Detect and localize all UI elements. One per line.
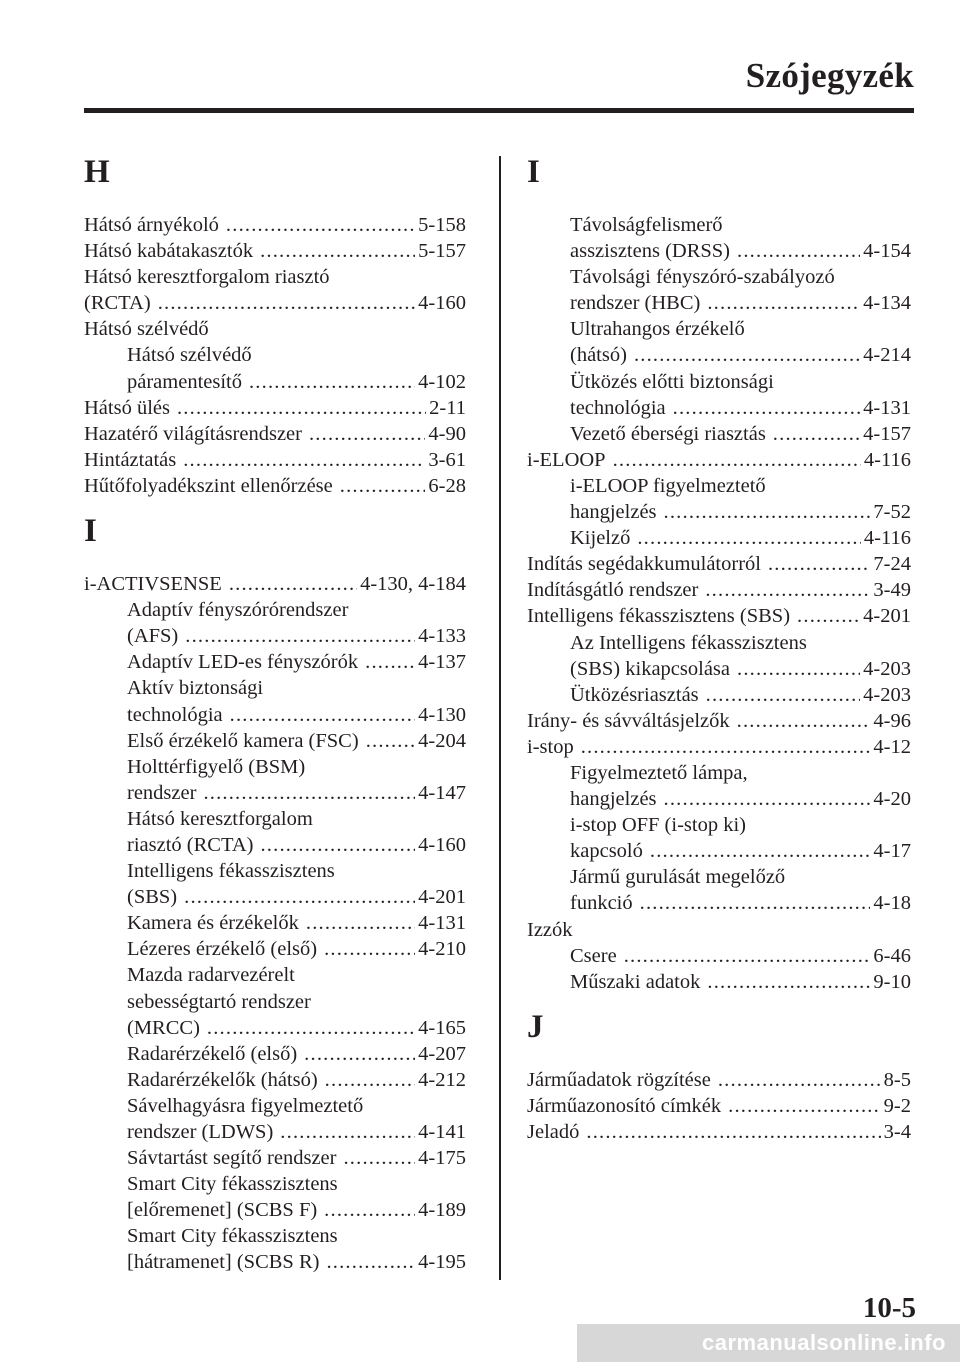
entry-text: Radarérzékelő (első)	[127, 1042, 298, 1065]
entry-text: (AFS)	[127, 625, 179, 648]
index-subentry	[527, 630, 911, 656]
dot-leader	[325, 1067, 416, 1093]
index-entry	[527, 1119, 911, 1145]
index-subentry	[84, 649, 466, 675]
index-section-i-continued	[527, 152, 911, 995]
index-subentry	[527, 786, 911, 812]
entry-text: Járműazonosító címkék	[527, 1094, 722, 1117]
index-subentry	[527, 473, 911, 499]
dot-leader	[707, 969, 870, 995]
dot-leader	[229, 571, 357, 597]
entry-text: páramentesítő	[127, 370, 242, 393]
entry-text: (MRCC)	[127, 1016, 200, 1039]
dot-leader	[260, 238, 415, 264]
page-reference: 4-20	[873, 788, 911, 811]
entry-text: (hátsó)	[570, 344, 627, 367]
entry-text: kapcsoló	[570, 840, 643, 863]
dot-leader	[586, 1119, 880, 1145]
page-reference: 7-52	[873, 501, 911, 524]
index-entry	[84, 571, 466, 597]
watermark: carmanualsonline.info	[577, 1324, 960, 1362]
dot-leader	[737, 708, 871, 734]
dot-leader	[185, 623, 415, 649]
entry-text: Hátsó keresztforgalom	[127, 807, 313, 830]
index-entry	[527, 447, 911, 473]
page-reference: 4-189	[418, 1199, 466, 1222]
dot-leader	[706, 682, 861, 708]
index-subentry	[84, 1197, 466, 1223]
entry-text: Az Intelligens fékasszisztens	[570, 631, 807, 654]
index-section-h	[84, 152, 466, 499]
index-subentry	[527, 838, 911, 864]
dot-leader	[158, 290, 415, 316]
dot-leader	[637, 525, 861, 551]
page-reference: 4-133	[418, 625, 466, 648]
entry-text: riasztó (RCTA)	[127, 833, 254, 856]
dot-leader	[203, 780, 415, 806]
page-reference: 4-147	[418, 781, 466, 804]
entry-text: Járműadatok rögzítése	[527, 1068, 711, 1091]
entry-text: Első érzékelő kamera (FSC)	[127, 729, 359, 752]
page-reference: 9-2	[883, 1094, 911, 1117]
page-reference: 4-214	[863, 344, 911, 367]
index-subentry	[84, 1145, 466, 1171]
dot-leader	[184, 884, 415, 910]
entry-text: Holttérfigyelő (BSM)	[127, 755, 306, 778]
index-subentry	[84, 989, 466, 1015]
index-subentry	[527, 682, 911, 708]
dot-leader	[226, 212, 415, 238]
dot-leader	[324, 1197, 415, 1223]
entry-text: Hátsó kabátakasztók	[84, 240, 254, 263]
index-entry	[527, 1093, 911, 1119]
index-subentry	[527, 890, 911, 916]
index-subentry	[527, 421, 911, 447]
entry-text: sebességtartó rendszer	[127, 990, 311, 1013]
page-reference: 4-165	[418, 1016, 466, 1039]
page-reference: 4-160	[418, 833, 466, 856]
page-reference: 4-134	[863, 292, 911, 315]
index-entry	[527, 577, 911, 603]
page-reference: 4-131	[418, 912, 466, 935]
index-subentry	[84, 342, 466, 368]
section-letter: J	[527, 1008, 544, 1045]
entry-text: Indítás segédakkumulátorról	[527, 553, 761, 576]
entry-text: technológia	[570, 396, 666, 419]
entry-text: Vezető éberségi riasztás	[570, 422, 766, 445]
index-subentry	[527, 342, 911, 368]
entry-text: Hátsó szélvédő	[127, 344, 252, 367]
entry-text: Hintáztatás	[84, 448, 177, 471]
entry-text: Indításgátló rendszer	[527, 579, 699, 602]
entry-text: Hazatérő világításrendszer	[84, 422, 302, 445]
entry-text: i-stop	[527, 735, 574, 758]
entry-text: hangjelzés	[570, 501, 657, 524]
dot-leader	[797, 603, 860, 629]
entry-text: Aktív biztonsági	[127, 677, 264, 700]
page-reference: 3-61	[428, 448, 466, 471]
dot-leader	[705, 577, 870, 603]
index-entry	[527, 734, 911, 760]
index-subentry	[84, 910, 466, 936]
index-subentry	[84, 1171, 466, 1197]
index-subentry	[84, 1015, 466, 1041]
entry-text: Irány- és sávváltásjelzők	[527, 709, 730, 732]
index-entry	[84, 473, 466, 499]
dot-leader	[177, 395, 426, 421]
index-entry	[84, 238, 466, 264]
index-subentry	[527, 499, 911, 525]
entry-text: i-stop OFF (i-stop ki)	[570, 814, 746, 837]
dot-leader	[718, 1067, 881, 1093]
index-subentry	[84, 884, 466, 910]
index-subentry	[527, 395, 911, 421]
index-subentry	[84, 728, 466, 754]
entry-text: Jeladó	[527, 1121, 580, 1143]
dot-leader	[326, 1249, 415, 1275]
page-reference: 4-102	[418, 370, 466, 393]
index-subentry	[527, 369, 911, 395]
index-entry	[84, 264, 466, 290]
entry-text: Izzók	[527, 918, 573, 941]
dot-leader	[613, 447, 861, 473]
index-entry	[527, 603, 911, 629]
entry-text: Hűtőfolyadékszint ellenőrzése	[84, 474, 333, 497]
entry-text: i-ACTIVSENSE	[84, 573, 222, 596]
index-column-right	[527, 152, 911, 1157]
page-reference: 4-130, 4-184	[360, 573, 466, 596]
dot-leader	[650, 838, 871, 864]
dot-leader	[183, 447, 425, 473]
page-reference: 4-207	[418, 1042, 466, 1065]
entry-text: i-ELOOP	[527, 448, 606, 471]
index-subentry	[84, 702, 466, 728]
dot-leader	[340, 473, 426, 499]
index-entry	[84, 212, 466, 238]
entry-text: Intelligens fékasszisztens (SBS)	[527, 605, 791, 628]
entry-text: (SBS)	[127, 886, 178, 909]
page-reference: 4-18	[873, 892, 911, 915]
index-subentry	[527, 656, 911, 682]
entry-text: Jármű gurulását megelőző	[570, 866, 786, 889]
index-section-i	[84, 511, 466, 1276]
index-subentry	[84, 754, 466, 780]
index-subentry	[527, 525, 911, 551]
dot-leader	[309, 421, 425, 447]
entry-text: i-ELOOP figyelmeztető	[570, 474, 766, 497]
index-subentry	[84, 1249, 466, 1275]
dot-leader	[673, 395, 861, 421]
page-reference: 4-116	[863, 527, 911, 550]
index-entry	[84, 447, 466, 473]
dot-leader	[707, 290, 860, 316]
page-reference: 6-46	[873, 944, 911, 967]
page-reference: 4-130	[418, 703, 466, 726]
dot-leader	[260, 832, 415, 858]
entry-text: Ütközés előtti biztonsági	[570, 370, 774, 393]
page-reference: 4-175	[418, 1147, 466, 1170]
index-subentry	[84, 1119, 466, 1145]
entry-text: Smart City fékasszisztens	[127, 1173, 338, 1196]
entry-text: rendszer	[127, 781, 197, 804]
index-entry	[84, 421, 466, 447]
entry-text: Mazda radarvezérelt	[127, 964, 295, 987]
page-reference: 4-131	[863, 396, 911, 419]
index-subentry	[84, 780, 466, 806]
entry-text: asszisztens (DRSS)	[570, 240, 731, 263]
index-subentry	[84, 806, 466, 832]
page-reference: 4-17	[873, 840, 911, 863]
index-entry	[84, 290, 466, 316]
dot-leader	[664, 786, 871, 812]
index-subentry	[527, 812, 911, 838]
section-entries	[527, 212, 911, 995]
index-subentry	[527, 290, 911, 316]
page-reference: 3-4	[883, 1121, 911, 1143]
index-section-j	[527, 1007, 911, 1145]
section-entries	[84, 571, 466, 1276]
entry-text: Sávtartást segítő rendszer	[127, 1147, 337, 1170]
entry-text: Hátsó szélvédő	[84, 318, 209, 341]
entry-text: Hátsó keresztforgalom riasztó	[84, 266, 330, 289]
dot-leader	[664, 499, 871, 525]
section-entries	[84, 212, 466, 499]
page-reference: 4-204	[418, 729, 466, 752]
dot-leader	[249, 369, 415, 395]
entry-text: Csere	[570, 944, 617, 967]
entry-text: funkció	[570, 892, 633, 915]
page-reference: 4-137	[418, 651, 466, 674]
entry-text: (RCTA)	[84, 292, 151, 315]
index-subentry	[84, 1041, 466, 1067]
dot-leader	[728, 1093, 881, 1119]
entry-text: Hátsó ülés	[84, 396, 170, 419]
column-divider	[499, 156, 501, 1280]
dot-leader	[773, 421, 860, 447]
entry-text: (SBS) kikapcsolása	[570, 657, 730, 680]
page-reference: 5-157	[418, 240, 466, 263]
entry-text: Smart City fékasszisztens	[127, 1225, 338, 1248]
index-subentry	[84, 623, 466, 649]
header-rule	[84, 108, 914, 113]
entry-text: Ütközésriasztás	[570, 683, 699, 706]
entry-text: [hátramenet] (SCBS R)	[127, 1251, 320, 1274]
entry-text: Adaptív fényszórórendszer	[127, 599, 349, 622]
dot-leader	[640, 890, 871, 916]
index-subentry	[84, 1093, 466, 1119]
section-letter: I	[84, 513, 97, 550]
page-reference: 2-11	[429, 396, 466, 419]
entry-text: Távolsági fényszóró-szabályozó	[570, 266, 835, 289]
page-reference: 4-201	[863, 605, 911, 628]
page-reference: 3-49	[873, 579, 911, 602]
page-title: Szójegyzék	[745, 56, 914, 95]
section-entries	[527, 1067, 911, 1145]
dot-leader	[365, 649, 415, 675]
entry-text: rendszer (LDWS)	[127, 1121, 274, 1143]
page-reference: 4-210	[418, 938, 466, 961]
page-reference: 4-203	[863, 657, 911, 680]
index-entry	[527, 708, 911, 734]
index-subentry	[527, 238, 911, 264]
index-subentry	[84, 1067, 466, 1093]
dot-leader	[230, 702, 416, 728]
entry-text: Kijelző	[570, 527, 631, 550]
index-subentry	[84, 1223, 466, 1249]
page-reference: 4-212	[418, 1068, 466, 1091]
index-subentry	[84, 369, 466, 395]
index-subentry	[84, 962, 466, 988]
index-subentry	[84, 597, 466, 623]
index-entry	[84, 395, 466, 421]
dot-leader	[207, 1015, 415, 1041]
dot-leader	[737, 656, 860, 682]
dot-leader	[581, 734, 871, 760]
dot-leader	[634, 342, 860, 368]
page-reference: 4-157	[863, 422, 911, 445]
page-reference: 5-158	[418, 214, 466, 236]
page-reference: 9-10	[873, 970, 911, 993]
index-subentry	[527, 316, 911, 342]
page-reference: 4-141	[418, 1121, 466, 1143]
page-reference: 4-154	[863, 240, 911, 263]
index-subentry	[527, 212, 911, 238]
index-subentry	[84, 858, 466, 884]
dot-leader	[343, 1145, 415, 1171]
page-reference: 4-160	[418, 292, 466, 315]
index-entry	[527, 1067, 911, 1093]
entry-text: Távolságfelismerő	[570, 214, 723, 236]
page-reference: 7-24	[873, 553, 911, 576]
index-subentry	[84, 832, 466, 858]
entry-text: Kamera és érzékelők	[127, 912, 299, 935]
index-subentry	[84, 675, 466, 701]
dot-leader	[768, 551, 870, 577]
dot-leader	[280, 1119, 415, 1145]
section-letter: H	[84, 154, 110, 190]
page-reference: 4-201	[418, 886, 466, 909]
index-subentry	[84, 936, 466, 962]
entry-text: Sávelhagyásra figyelmeztető	[127, 1094, 364, 1117]
page-reference: 4-12	[873, 735, 911, 758]
index-subentry	[527, 264, 911, 290]
entry-text: Intelligens fékasszisztens	[127, 860, 335, 883]
index-entry	[84, 316, 466, 342]
index-column-left	[84, 152, 466, 1288]
dot-leader	[306, 910, 415, 936]
entry-text: Adaptív LED-es fényszórók	[127, 651, 359, 674]
dot-leader	[624, 943, 871, 969]
entry-text: Hátsó árnyékoló	[84, 214, 219, 236]
dot-leader	[366, 728, 415, 754]
dot-leader	[324, 936, 415, 962]
entry-text: rendszer (HBC)	[570, 292, 701, 315]
page-reference: 8-5	[883, 1068, 911, 1091]
dot-leader	[737, 238, 860, 264]
entry-text: [előremenet] (SCBS F)	[127, 1199, 318, 1222]
index-subentry	[527, 943, 911, 969]
page-reference: 4-203	[863, 683, 911, 706]
section-letter: I	[527, 154, 540, 190]
entry-text: Radarérzékelők (hátsó)	[127, 1068, 318, 1091]
page-reference: 4-90	[428, 422, 466, 445]
index-subentry	[527, 969, 911, 995]
entry-text: Figyelmeztető lámpa,	[570, 761, 748, 784]
entry-text: Ultrahangos érzékelő	[570, 318, 745, 341]
entry-text: hangjelzés	[570, 788, 657, 811]
page-reference: 4-96	[873, 709, 911, 732]
index-subentry	[527, 864, 911, 890]
entry-text: Lézeres érzékelő (első)	[127, 938, 318, 961]
entry-text: technológia	[127, 703, 223, 726]
index-entry	[527, 917, 911, 943]
index-entry	[527, 551, 911, 577]
index-subentry	[527, 760, 911, 786]
dot-leader	[304, 1041, 415, 1067]
page-reference: 6-28	[428, 474, 466, 497]
page-reference: 4-116	[863, 448, 911, 471]
page-reference: 4-195	[418, 1251, 466, 1274]
page-number: 10-5	[862, 1292, 916, 1324]
entry-text: Műszaki adatok	[570, 970, 701, 993]
